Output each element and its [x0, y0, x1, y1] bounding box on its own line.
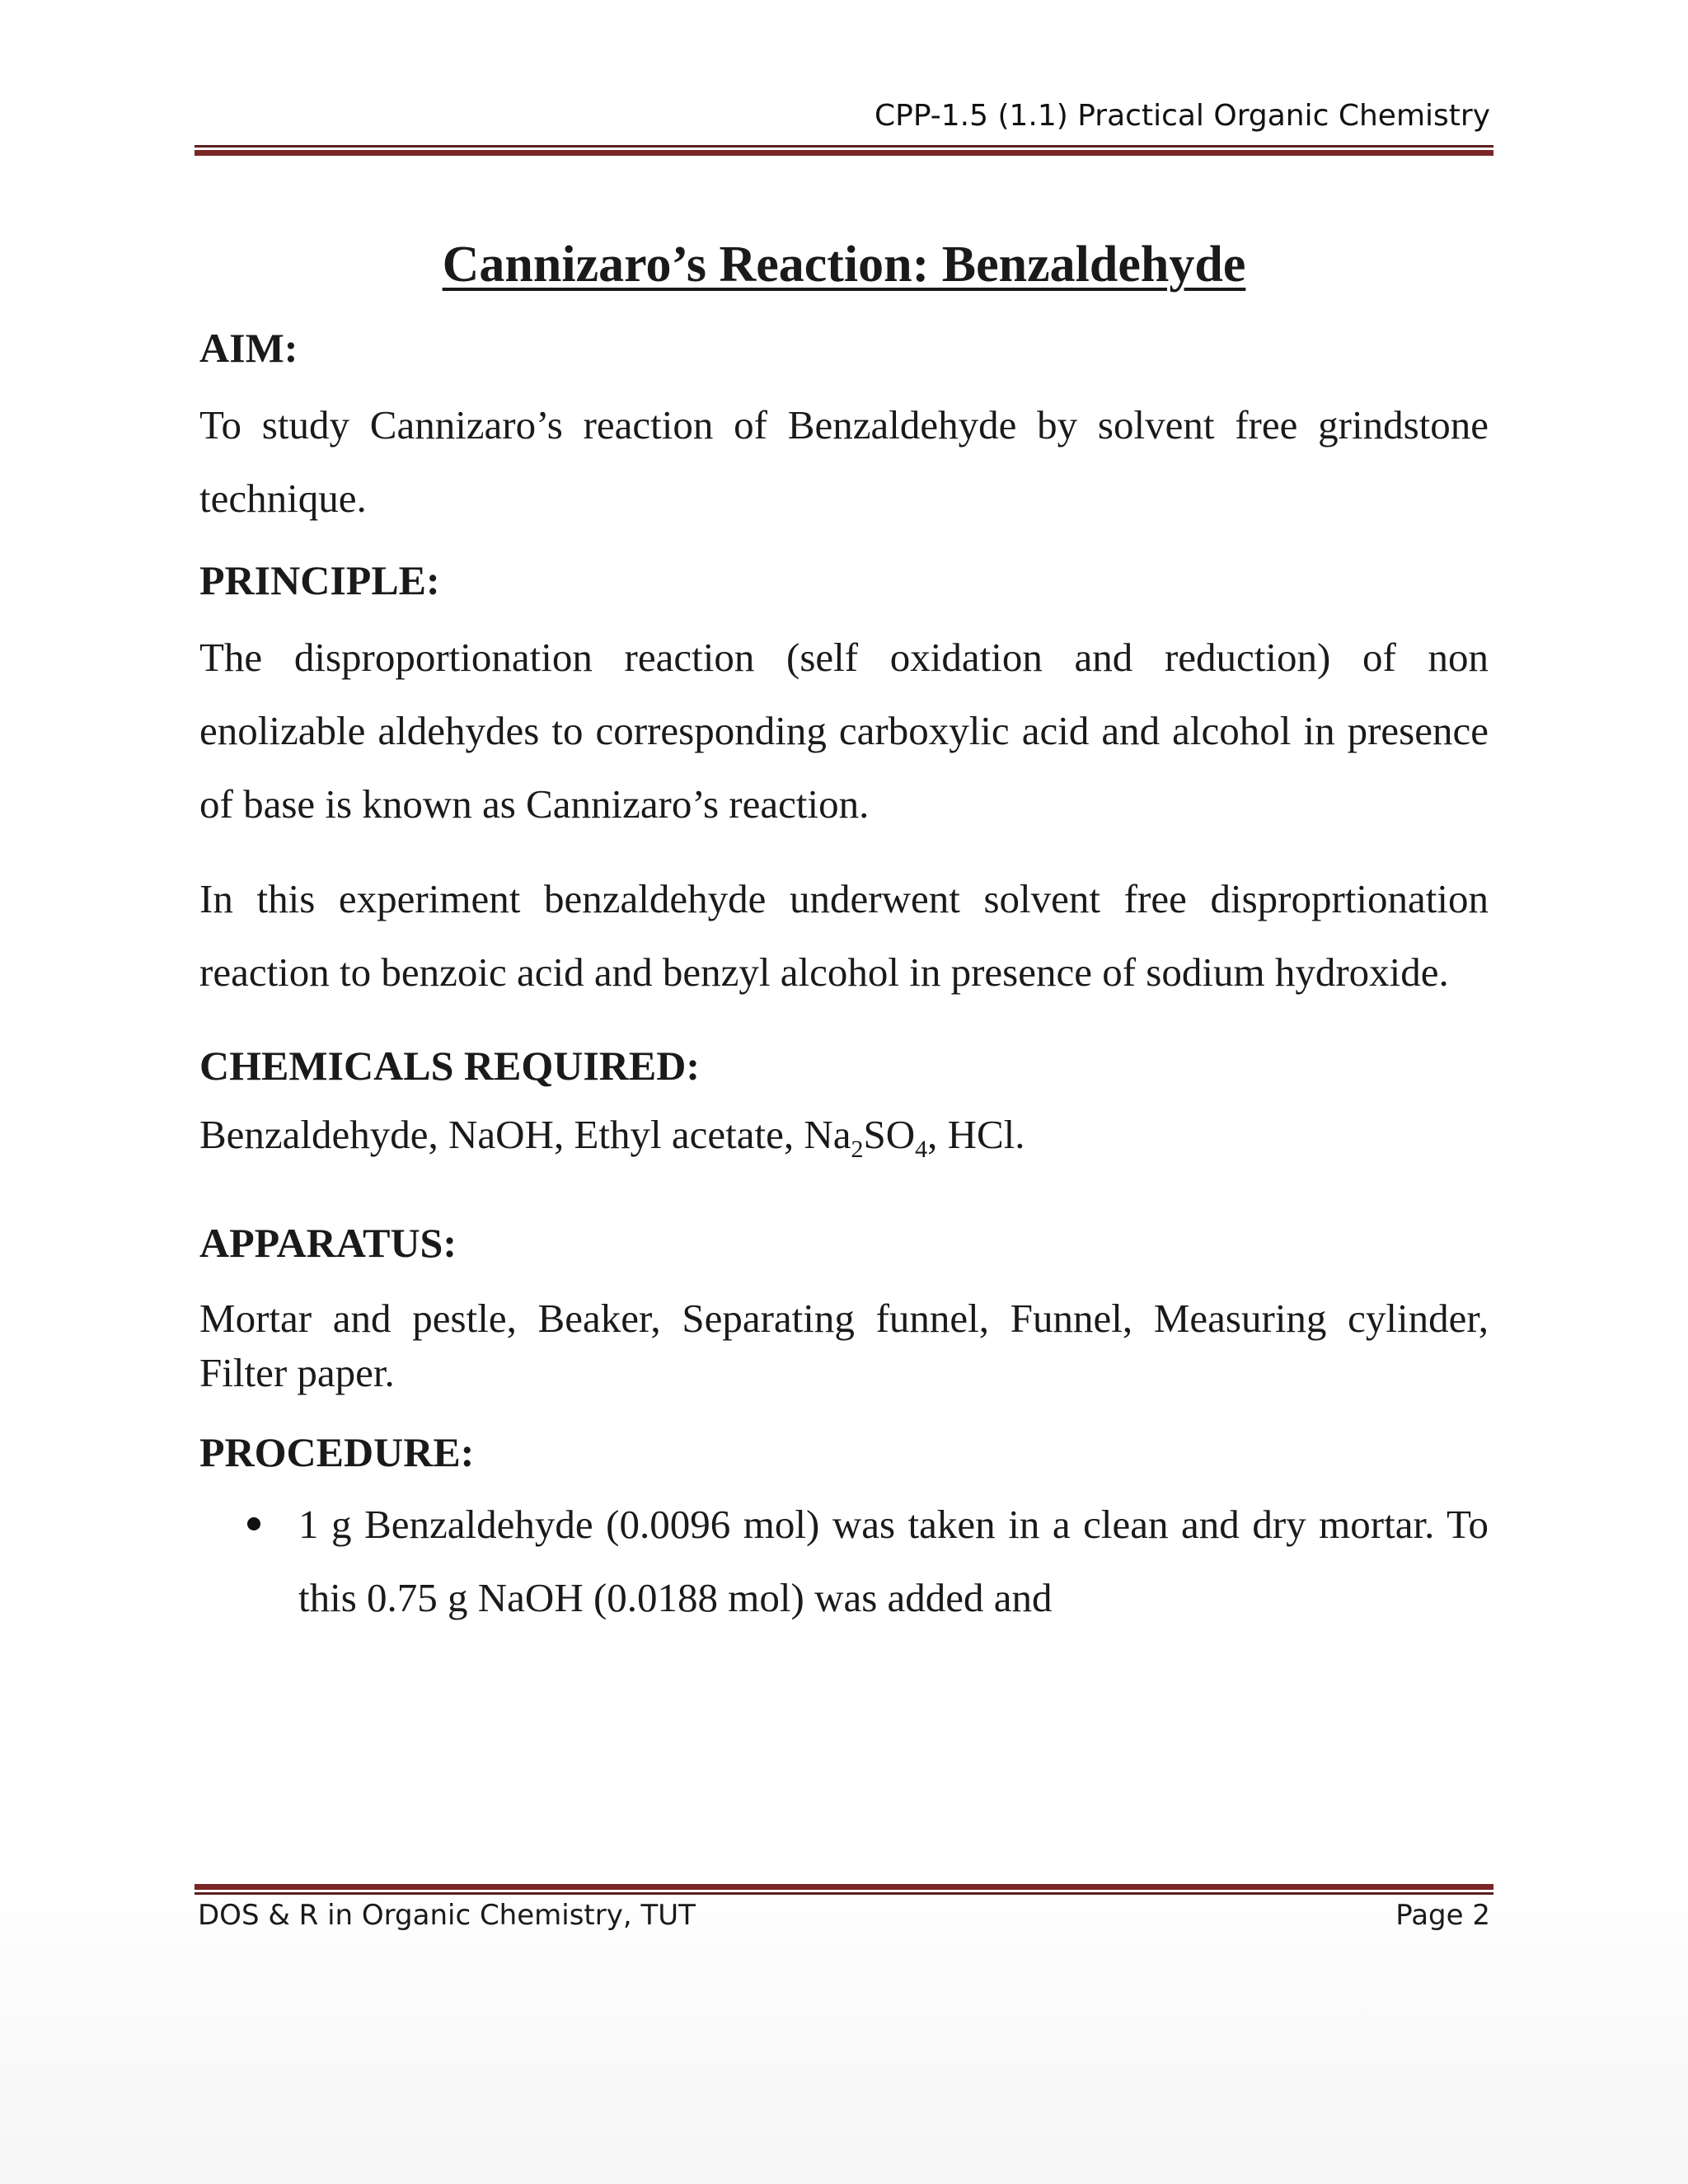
footer-rule [195, 1884, 1493, 1895]
procedure-step [298, 1488, 1489, 1634]
procedure-list [199, 1488, 1489, 1634]
principle-heading: PRINCIPLE: [199, 557, 440, 603]
aim-heading: AIM: [199, 325, 298, 371]
principle-paragraph-2: In this experiment benzaldehyde underwent solvent free disproprtionation reaction to benzoic acid and benzyl alcohol in presence of sodium hydroxide. [199, 876, 1489, 995]
apparatus-text: Mortar and pestle, Beaker, Separating funnel, Funnel, Measuring cylinder, Filter paper. [199, 1295, 1489, 1395]
chemicals-text-after: , HCl. [927, 1112, 1025, 1157]
chemicals-subscript-2: 4 [915, 1135, 928, 1163]
principle-paragraph-1: The disproportionation reaction (self oxidation and reduction) of non enolizable aldehydes to corresponding carboxylic acid and alcohol in presence of base is known as Cannizaro’s reaction. [199, 635, 1489, 827]
bullet-icon [247, 1517, 260, 1530]
aim-text: To study Cannizaro’s reaction of Benzaldehyde by solvent free grindstone technique. [199, 402, 1489, 521]
procedure-heading: PROCEDURE: [199, 1428, 475, 1475]
chemicals-text-mid: SO [863, 1112, 916, 1157]
footer-department: DOS & R in Organic Chemistry, TUT [198, 1899, 696, 1932]
page-number: Page 2 [1395, 1899, 1490, 1932]
apparatus-heading: APPARATUS: [199, 1219, 457, 1266]
chemicals-heading: CHEMICALS REQUIRED: [199, 1043, 701, 1089]
page-title: Cannizaro’s Reaction: Benzaldehyde [442, 237, 1246, 293]
chemicals-text-before: Benzaldehyde, NaOH, Ethyl acetate, Na [199, 1112, 851, 1157]
chemicals-subscript-1: 2 [851, 1135, 864, 1163]
procedure-step-text: 1 g Benzaldehyde (0.0096 mol) was taken in a clean and dry mortar. To this 0.75 g NaOH (0.0188 mol) was added and [298, 1501, 1489, 1620]
page-content [199, 236, 1489, 1634]
header-rule [195, 145, 1493, 156]
running-header: CPP-1.5 (1.1) Practical Organic Chemistry [874, 99, 1490, 133]
chemicals-list [199, 1098, 1489, 1186]
